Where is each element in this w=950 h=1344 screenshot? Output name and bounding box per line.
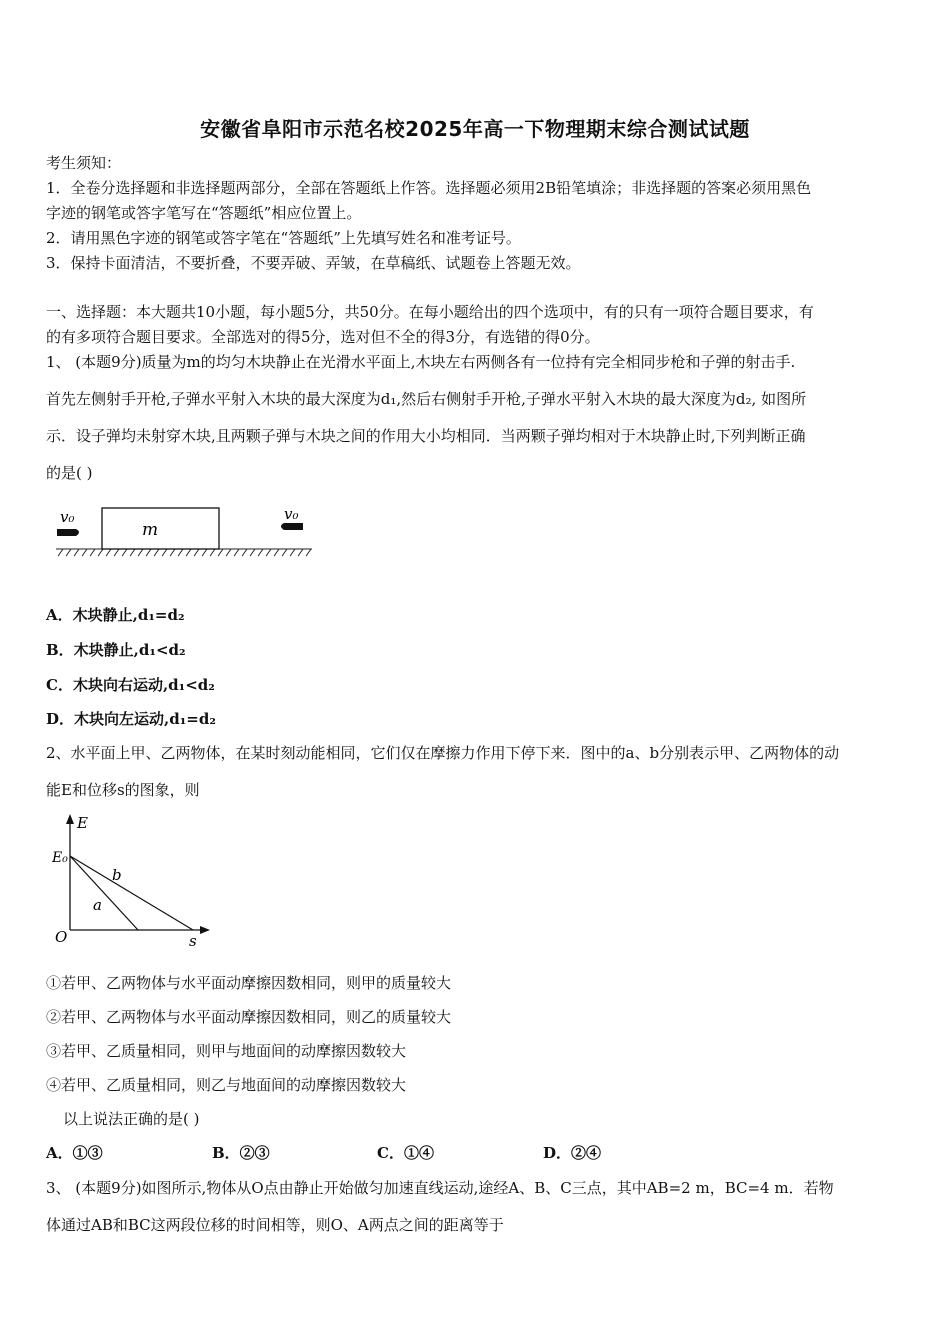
line-a-label: a xyxy=(93,896,102,914)
notice-item-1a: 1．全卷分选择题和非选择题两部分，全部在答题纸上作答。选择题必须用2B铅笔填涂；非选择题的答案必须用黑色 xyxy=(46,179,812,197)
q2-graph xyxy=(50,810,220,950)
q2-line-2: 能E和位移s的图象，则 xyxy=(46,781,200,799)
q2-option-a[interactable]: A．①③ xyxy=(46,1144,103,1162)
q2-statement-3: ③若甲、乙质量相同，则甲与地面间的动摩擦因数较大 xyxy=(46,1042,407,1060)
e0-label: E₀ xyxy=(52,850,68,866)
q3-line-2: 体通过AB和BC这两段位移的时间相等，则O、A两点之间的距离等于 xyxy=(46,1216,504,1234)
q1-line-1: 1、 (本题9分)质量为m的均匀木块静止在光滑水平面上,木块左右两侧各有一位持有完全相同步枪和子弹的射击手. xyxy=(46,353,796,371)
q1-figure xyxy=(50,500,320,562)
origin-label: O xyxy=(55,928,68,946)
y-axis-arrow xyxy=(66,814,74,824)
right-bullet-icon xyxy=(281,523,303,530)
wooden-block xyxy=(102,508,219,549)
notice-item-3: 3．保持卡面清洁，不要折叠，不要弄破、弄皱，在草稿纸、试题卷上答题无效。 xyxy=(46,254,581,272)
q1-option-b[interactable]: B．木块静止,d₁<d₂ xyxy=(46,641,186,659)
left-bullet-icon xyxy=(57,529,79,536)
ground-hatch xyxy=(56,549,312,556)
q3-line-1: 3、 (本题9分)如图所示,物体从O点由静止开始做匀加速直线运动,途经A、B、C三点，其中AB=2 m，BC=4 m．若物 xyxy=(46,1179,834,1197)
x-axis-arrow xyxy=(200,926,210,934)
y-axis-label: E xyxy=(77,814,88,832)
notice-heading: 考生须知： xyxy=(46,154,122,172)
q1-option-d[interactable]: D．木块向左运动,d₁=d₂ xyxy=(46,710,216,728)
q2-statement-1: ①若甲、乙两物体与水平面动摩擦因数相同，则甲的质量较大 xyxy=(46,974,452,992)
line-b xyxy=(70,856,193,930)
line-b-label: b xyxy=(112,866,122,884)
line-a xyxy=(70,856,138,930)
notice-item-1b: 字迹的钢笔或答字笔写在“答题纸”相应位置上。 xyxy=(46,204,362,222)
q2-statement-2: ②若甲、乙两物体与水平面动摩擦因数相同，则乙的质量较大 xyxy=(46,1008,452,1026)
q2-option-c[interactable]: C．①④ xyxy=(377,1144,434,1162)
q1-line-2: 首先左侧射手开枪,子弹水平射入木块的最大深度为d₁,然后右侧射手开枪,子弹水平射入木块的最大深度为d₂, 如图所 xyxy=(46,390,807,408)
q1-line-4: 的是( ) xyxy=(46,464,93,482)
notice-item-2: 2．请用黑色字迹的钢笔或答字笔在“答题纸”上先填写姓名和准考证号。 xyxy=(46,229,521,247)
left-velocity-label: v₀ xyxy=(60,508,75,526)
block-mass-label: m xyxy=(142,520,159,540)
q1-option-c[interactable]: C．木块向右运动,d₁<d₂ xyxy=(46,676,215,694)
q2-line-1: 2、水平面上甲、乙两物体，在某时刻动能相同，它们仅在摩擦力作用下停下来．图中的a、b分别表示甲、乙两物体的动 xyxy=(46,744,840,762)
q2-option-b[interactable]: B．②③ xyxy=(212,1144,270,1162)
q2-option-d[interactable]: D．②④ xyxy=(543,1144,602,1162)
q1-option-a[interactable]: A．木块静止,d₁=d₂ xyxy=(46,606,185,624)
x-axis-label: s xyxy=(189,932,197,950)
right-velocity-label: v₀ xyxy=(284,505,299,523)
section-intro-1: 一、选择题：本大题共10小题，每小题5分，共50分。在每小题给出的四个选项中，有的只有一项符合题目要求，有 xyxy=(46,303,814,321)
q1-line-3: 示．设子弹均未射穿木块,且两颗子弹与木块之间的作用大小均相同．当两颗子弹均相对于木块静止时,下列判断正确 xyxy=(46,427,806,445)
q2-statement-4: ④若甲、乙质量相同，则乙与地面间的动摩擦因数较大 xyxy=(46,1076,407,1094)
page-title: 安徽省阜阳市示范名校2025年高一下物理期末综合测试试题 xyxy=(200,117,750,141)
q2-prompt: 以上说法正确的是( ) xyxy=(63,1110,200,1128)
section-intro-2: 的有多项符合题目要求。全部选对的得5分，选对但不全的得3分，有选错的得0分。 xyxy=(46,328,600,346)
